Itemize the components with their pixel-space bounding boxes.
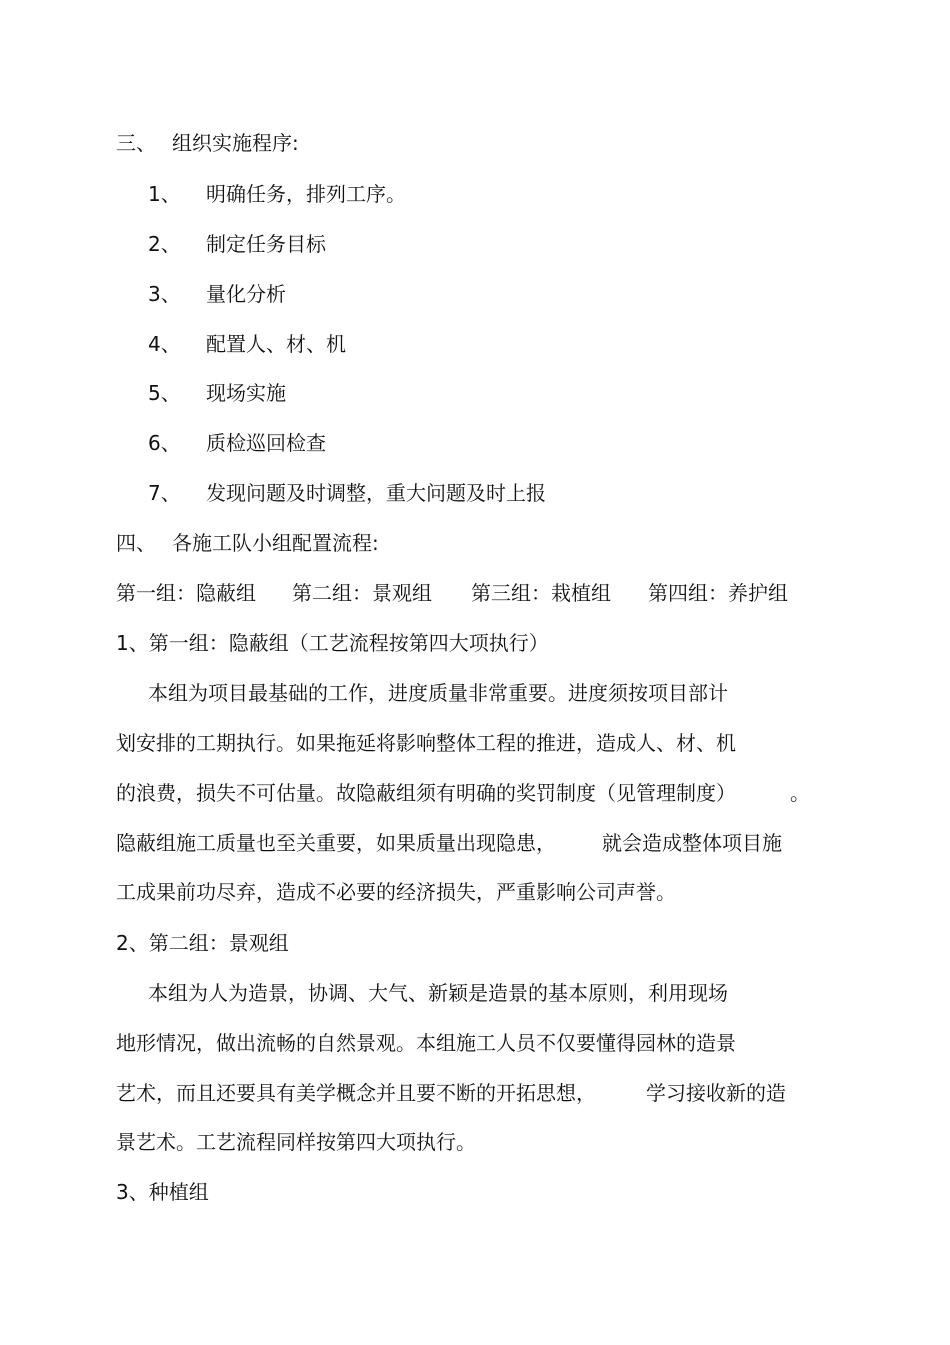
group2-title: 2、第二组：景观组 [116, 931, 289, 955]
group-label: 第四组：养护组 [648, 581, 788, 605]
step-number: 7、 [148, 481, 181, 505]
paragraph-line: 划安排的工期执行。如果拖延将影响整体工程的推进，造成人、材、机 [116, 731, 736, 755]
paragraph-line: 景艺术。工艺流程同样按第四大项执行。 [116, 1130, 476, 1154]
paragraph-line: 工成果前功尽弃，造成不必要的经济损失，严重影响公司声誉。 [116, 880, 676, 904]
paragraph-line-end: 。 [790, 781, 810, 805]
group-label: 第三组：栽植组 [471, 581, 611, 605]
paragraph-line: 隐蔽组施工质量也至关重要，如果质量出现隐患， [116, 831, 556, 855]
paragraph-line: 地形情况，做出流畅的自然景观。本组施工人员不仅要懂得园林的造景 [116, 1031, 736, 1055]
step-text: 发现问题及时调整，重大问题及时上报 [206, 481, 546, 505]
section4-heading: 各施工队小组配置流程: [172, 531, 379, 555]
group-label: 第一组：隐蔽组 [116, 581, 256, 605]
section4-heading-number: 四、 [116, 531, 156, 555]
section3-heading-number: 三、 [116, 131, 156, 155]
paragraph-line: 本组为人为造景，协调、大气、新颖是造景的基本原则，利用现场 [148, 981, 728, 1005]
step-text: 质检巡回检查 [206, 431, 326, 455]
step-text: 配置人、材、机 [206, 332, 346, 356]
step-number: 1、 [148, 182, 181, 206]
group-label: 第二组：景观组 [292, 581, 432, 605]
step-text: 明确任务，排列工序。 [206, 182, 406, 206]
paragraph-line-end: 就会造成整体项目施 [602, 831, 782, 855]
step-number: 4、 [148, 332, 181, 356]
paragraph-line: 本组为项目最基础的工作，进度质量非常重要。进度须按项目部计 [148, 681, 728, 705]
step-number: 3、 [148, 282, 181, 306]
section3-heading: 组织实施程序: [172, 131, 299, 155]
step-text: 现场实施 [206, 381, 286, 405]
step-number: 2、 [148, 232, 181, 256]
group1-title: 1、第一组：隐蔽组（工艺流程按第四大项执行） [116, 631, 549, 655]
step-number: 5、 [148, 381, 181, 405]
step-number: 6、 [148, 431, 181, 455]
paragraph-line-end: 学习接收新的造 [646, 1081, 786, 1105]
paragraph-line: 艺术，而且还要具有美学概念并且要不断的开拓思想， [116, 1081, 596, 1105]
group3-title: 3、种植组 [116, 1180, 209, 1204]
step-text: 量化分析 [206, 282, 286, 306]
paragraph-line: 的浪费，损失不可估量。故隐蔽组须有明确的奖罚制度（见管理制度） [116, 781, 736, 805]
step-text: 制定任务目标 [206, 232, 326, 256]
